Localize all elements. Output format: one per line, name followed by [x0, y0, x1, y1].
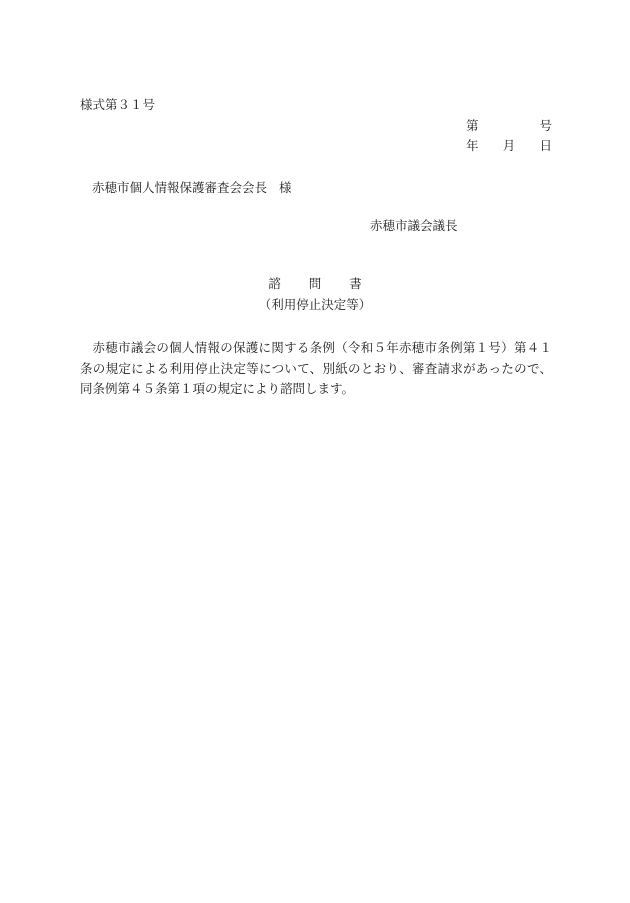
number-prefix: 第	[466, 118, 479, 133]
title-char: 問	[308, 276, 322, 291]
sender: 赤穂市議会議長	[370, 218, 458, 233]
date-line	[466, 138, 552, 154]
number-suffix: 号	[539, 118, 552, 133]
addressee-honorific: 様	[279, 180, 292, 195]
document-subtitle: （利用停止決定等）	[258, 297, 372, 312]
document-number-line	[466, 118, 552, 134]
date-month: 月	[502, 138, 516, 153]
title-char: 書	[349, 276, 362, 291]
body-paragraph: 赤穂市議会の個人情報の保護に関する条例（令和５年赤穂市条例第１号）第４１条の規定による利用停止決定等について、別紙のとおり、審査請求があったので、同条例第４５条第１項の規定により諮問します。	[80, 340, 552, 396]
addressee-name: 赤穂市個人情報保護審査会会長	[92, 180, 268, 195]
form-number: 様式第３１号	[80, 97, 156, 112]
body-text	[80, 338, 552, 400]
date-year: 年	[466, 138, 479, 153]
title-char: 諮	[268, 276, 281, 291]
document-title	[0, 276, 630, 292]
date-day: 日	[539, 138, 552, 153]
addressee	[92, 180, 292, 196]
